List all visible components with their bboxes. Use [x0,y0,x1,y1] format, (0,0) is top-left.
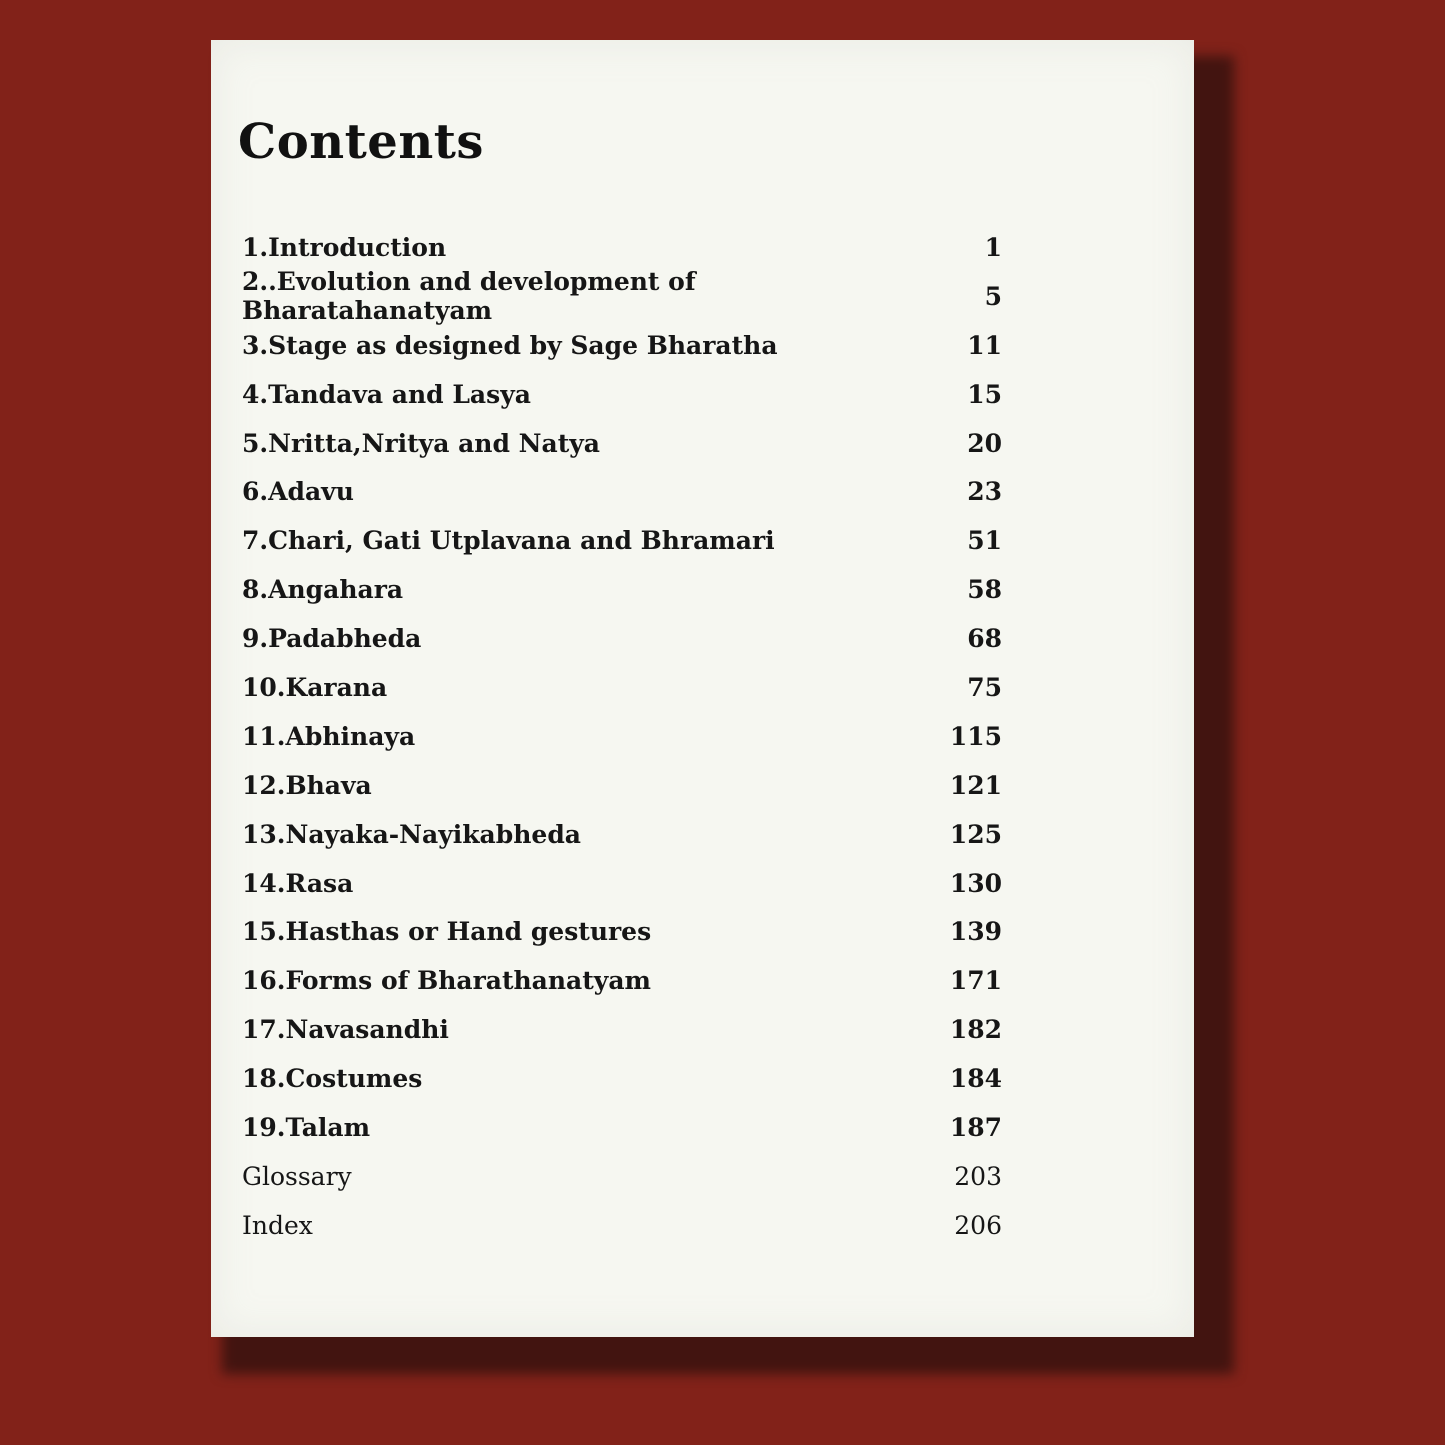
toc-entry-page: 5 [984,281,1002,311]
toc-entry-page: 206 [954,1210,1002,1240]
toc-entry [242,565,1002,614]
toc-entry-page: 58 [967,575,1002,605]
toc-entry-page: 125 [949,819,1002,849]
toc-entry [242,1005,1002,1054]
toc-entry-page: 121 [949,770,1002,800]
toc-entry [242,859,1002,908]
toc-entry-title: 2..Evolution and development of Bharatahanatyam [242,267,696,326]
toc-entry-title: 3.Stage as designed by Sage Bharatha [242,330,778,360]
toc-entry-page: 115 [949,721,1002,751]
toc-entry [242,1201,1002,1250]
toc-entry-title: 11.Abhinaya [242,721,416,751]
table-of-contents [242,223,1002,1250]
toc-entry [242,1054,1002,1103]
toc-entry [242,1152,1002,1201]
toc-entry-title: 19.Talam [242,1112,371,1142]
toc-entry-page: 184 [949,1064,1002,1094]
toc-entry-title: Glossary [242,1161,352,1191]
toc-entry-title: 10.Karana [242,672,388,702]
toc-entry-title: 8.Angahara [242,575,404,605]
toc-entry [242,663,1002,712]
toc-entry [242,1103,1002,1152]
toc-entry [242,321,1002,370]
toc-entry-title: 1.Introduction [242,232,447,262]
toc-entry-page: 130 [949,868,1002,898]
toc-entry-page: 187 [949,1112,1002,1142]
toc-entry [242,370,1002,419]
toc-entry-page: 1 [984,232,1002,262]
toc-entry [242,810,1002,859]
toc-entry-page: 51 [967,526,1002,556]
toc-entry-title: 14.Rasa [242,868,354,898]
toc-entry-title: 7.Chari, Gati Utplavana and Bhramari [242,526,775,556]
toc-entry-page: 15 [967,379,1002,409]
toc-entry-title: 16.Forms of Bharathanatyam [242,966,651,996]
toc-entry-title: Index [242,1210,313,1240]
toc-entry-title: 4.Tandava and Lasya [242,379,531,409]
toc-entry [242,267,1002,326]
toc-entry [242,467,1002,516]
toc-entry-title: 18.Costumes [242,1064,423,1094]
toc-entry [242,516,1002,565]
toc-entry-page: 23 [967,477,1002,507]
toc-entry-title: 17.Navasandhi [242,1015,449,1045]
toc-entry [242,712,1002,761]
toc-entry-page: 11 [967,330,1002,360]
toc-entry [242,907,1002,956]
toc-entry-page: 171 [949,966,1002,996]
toc-entry-page: 75 [967,672,1002,702]
toc-entry-page: 68 [967,624,1002,654]
toc-entry-title: 6.Adavu [242,477,354,507]
toc-entry [242,614,1002,663]
toc-entry-title: 13.Nayaka-Nayikabheda [242,819,582,849]
toc-entry-page: 203 [954,1161,1002,1191]
toc-entry-page: 139 [949,917,1002,947]
toc-entry-page: 182 [949,1015,1002,1045]
toc-entry [242,761,1002,810]
toc-entry-title: 15.Hasthas or Hand gestures [242,917,652,947]
toc-entry-title: 12.Bhava [242,770,372,800]
page-title: Contents [238,114,484,170]
book-page [211,40,1194,1337]
toc-entry-title: 9.Padabheda [242,624,422,654]
toc-entry [242,419,1002,468]
toc-entry [242,223,1002,272]
toc-entry-page: 20 [967,428,1002,458]
toc-entry-title: 5.Nritta,Nritya and Natya [242,428,600,458]
toc-entry [242,956,1002,1005]
